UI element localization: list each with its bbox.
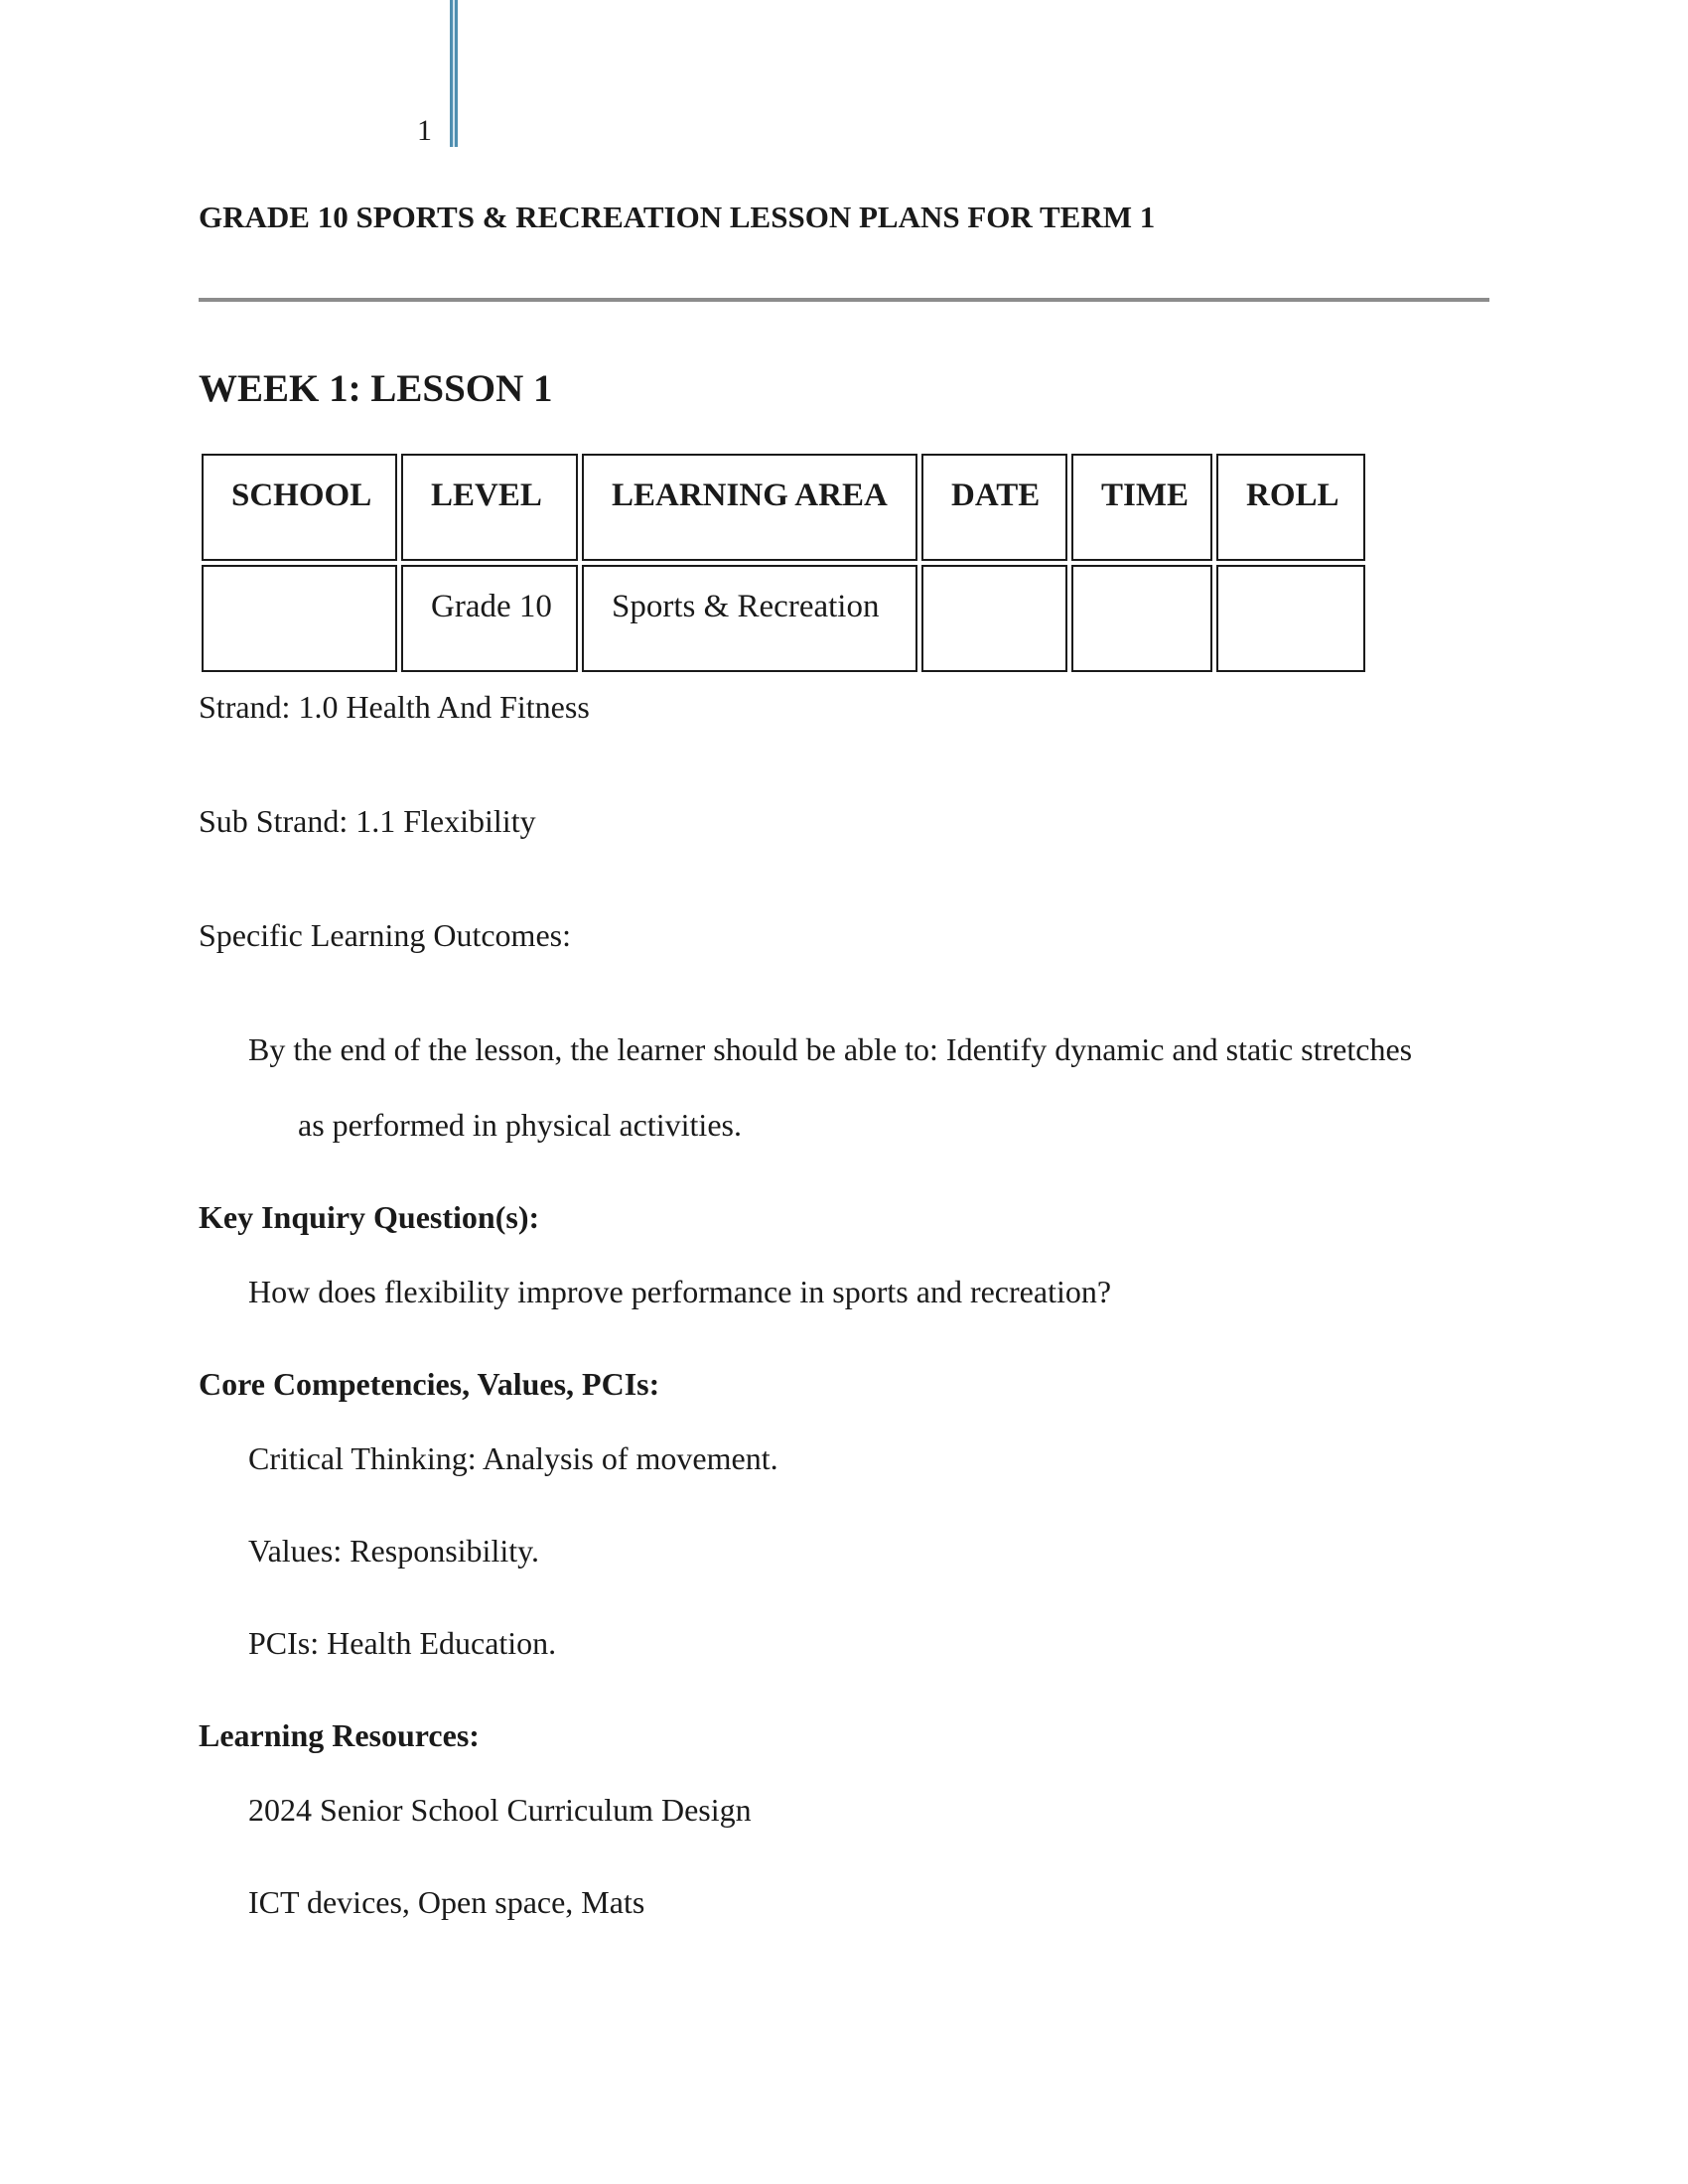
table-header-school: SCHOOL	[202, 454, 397, 561]
lesson-info-table	[198, 450, 1369, 676]
competency-item-values: Values: Responsibility.	[248, 1533, 540, 1569]
sub-strand-text: Sub Strand: 1.1 Flexibility	[199, 803, 536, 839]
header-margin-rule	[450, 0, 458, 147]
table-header-roll: ROLL	[1216, 454, 1365, 561]
table-cell-level: Grade 10	[401, 565, 578, 672]
table-row	[202, 565, 1365, 672]
table-cell-time	[1071, 565, 1212, 672]
competency-item-pcis: PCIs: Health Education.	[248, 1625, 557, 1661]
kiq-heading: Key Inquiry Question(s):	[199, 1199, 540, 1235]
slo-line-2: as performed in physical activities.	[298, 1107, 742, 1143]
resource-item-curriculum-design: 2024 Senior School Curriculum Design	[248, 1792, 752, 1828]
table-cell-learning-area: Sports & Recreation	[582, 565, 917, 672]
page-number: 1	[417, 114, 432, 147]
table-header-time: TIME	[1071, 454, 1212, 561]
strand-text: Strand: 1.0 Health And Fitness	[199, 689, 590, 725]
table-header-row	[202, 454, 1365, 561]
table-header-level: LEVEL	[401, 454, 578, 561]
table-header-learning-area: LEARNING AREA	[582, 454, 917, 561]
core-competencies-heading: Core Competencies, Values, PCIs:	[199, 1366, 660, 1402]
slo-line-1: By the end of the lesson, the learner should be able to: Identify dynamic and static stretches	[248, 1031, 1413, 1067]
competency-item-critical-thinking: Critical Thinking: Analysis of movement.	[248, 1440, 778, 1476]
week-heading: WEEK 1: LESSON 1	[199, 367, 553, 410]
table-cell-date	[921, 565, 1067, 672]
title-divider	[199, 298, 1489, 302]
learning-resources-heading: Learning Resources:	[199, 1717, 480, 1753]
table-cell-school	[202, 565, 397, 672]
resource-item-equipment: ICT devices, Open space, Mats	[248, 1884, 645, 1920]
kiq-text: How does flexibility improve performance in sports and recreation?	[248, 1274, 1112, 1309]
slo-label: Specific Learning Outcomes:	[199, 917, 571, 953]
table-cell-roll	[1216, 565, 1365, 672]
document-title: GRADE 10 SPORTS & RECREATION LESSON PLANS FOR TERM 1	[199, 200, 1156, 234]
table-header-date: DATE	[921, 454, 1067, 561]
